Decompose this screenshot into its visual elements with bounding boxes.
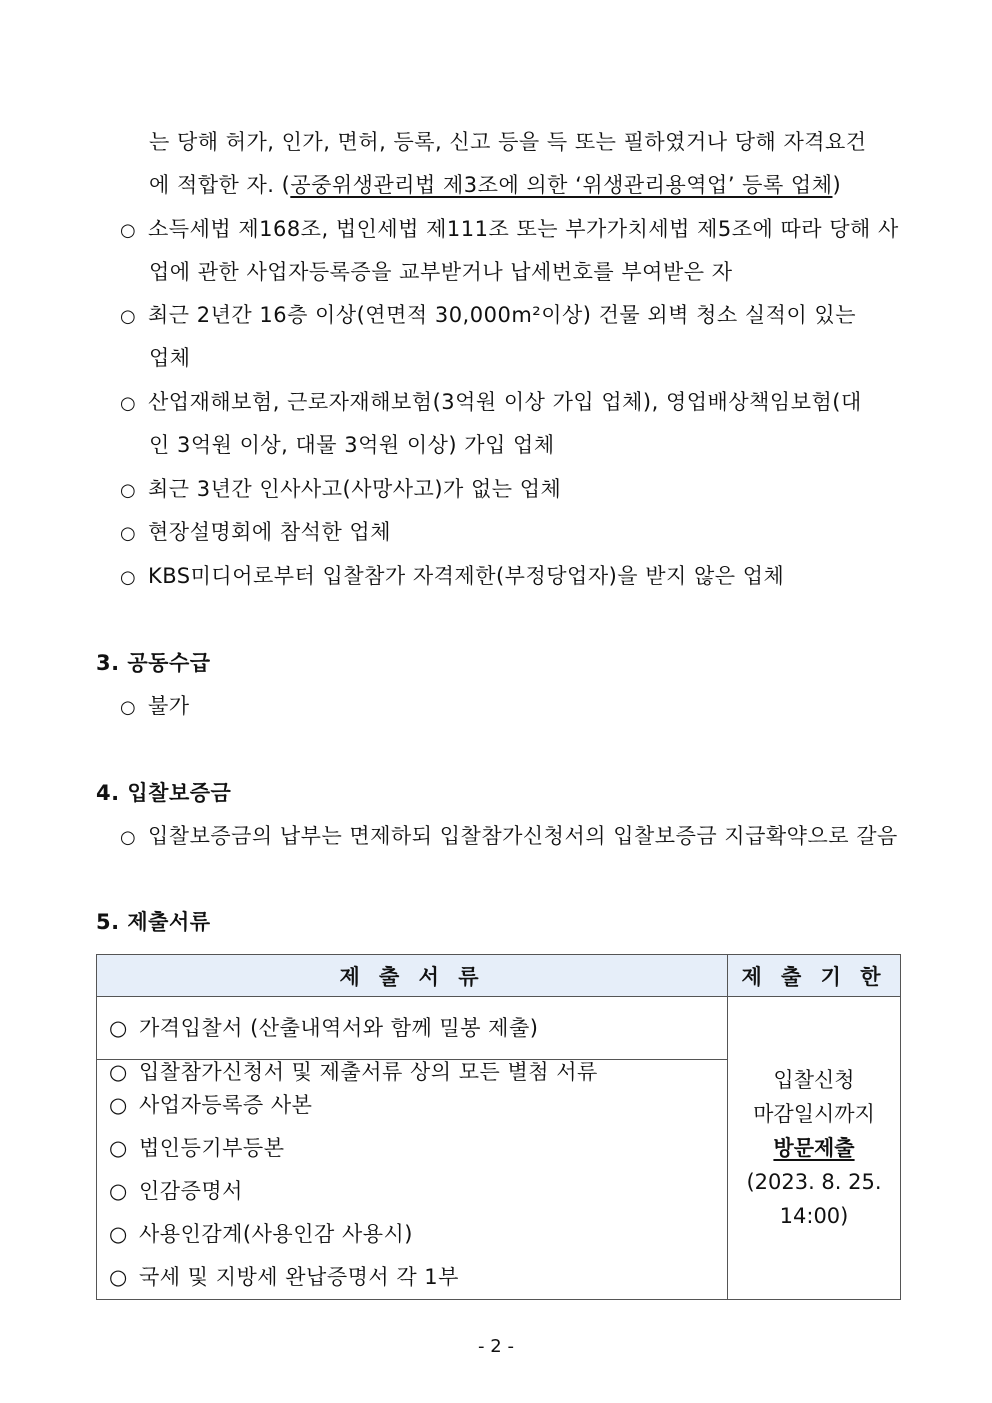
document-item-text: 국세 및 지방세 완납증명서 각 1부 xyxy=(139,1265,459,1289)
circle-icon: ○ xyxy=(109,1265,128,1289)
document-item xyxy=(97,1256,728,1300)
requirement-continuation: 업체 xyxy=(149,346,191,370)
document-item-text: 인감증명서 xyxy=(139,1179,243,1203)
submission-table xyxy=(96,954,901,1300)
section-4-text: 입찰보증금의 납부는 면제하되 입찰참가신청서의 입찰보증금 지급확약으로 갈음 xyxy=(148,824,898,848)
requirement-text: KBS미디어로부터 입찰참가 자격제한(부정당업자)을 받지 않은 업체 xyxy=(148,564,785,588)
document-item-text: 사업자등록증 사본 xyxy=(139,1093,313,1117)
requirement-item xyxy=(120,213,899,243)
bullet-circle-icon: ○ xyxy=(120,393,137,414)
requirement-continuation: 인 3억원 이상, 대물 3억원 이상) 가입 업체 xyxy=(149,433,555,457)
page-number: - 2 - xyxy=(478,1336,514,1357)
intro-line-2-suffix: ) xyxy=(832,173,842,197)
table-header-row xyxy=(97,955,901,997)
requirement-item xyxy=(120,473,561,503)
intro-line-2-prefix: 에 적합한 자. ( xyxy=(149,173,291,197)
bullet-circle-icon: ○ xyxy=(120,523,137,544)
document-item xyxy=(97,1170,728,1213)
deadline-line-2: 마감일시까지 xyxy=(753,1102,875,1126)
requirement-item xyxy=(120,299,856,329)
intro-underlined-text: 공중위생관리법 제3조에 의한 ‘위생관리용역업’ 등록 업체 xyxy=(290,173,833,197)
document-item-text: 사용인감계(사용인감 사용시) xyxy=(139,1222,413,1246)
section-4-item xyxy=(120,820,898,850)
bullet-circle-icon: ○ xyxy=(120,697,137,718)
intro-line-2 xyxy=(149,169,841,199)
circle-icon: ○ xyxy=(109,1060,128,1084)
requirement-item xyxy=(120,516,391,546)
bullet-circle-icon: ○ xyxy=(120,567,137,588)
header-deadline: 제 출 기 한 xyxy=(728,955,901,997)
deadline-date: (2023. 8. 25. xyxy=(746,1170,882,1194)
document-item-text: 입찰참가신청서 및 제출서류 상의 모든 별첨 서류 xyxy=(139,1060,598,1084)
requirement-text: 최근 2년간 16층 이상(연면적 30,000m²이상) 건물 외벽 청소 실적이 있는 xyxy=(148,303,856,327)
deadline-cell xyxy=(728,997,901,1300)
bullet-circle-icon: ○ xyxy=(120,220,137,241)
requirement-continuation: 업에 관한 사업자등록증을 교부받거나 납세번호를 부여받은 자 xyxy=(149,260,733,284)
requirement-item xyxy=(120,386,862,416)
requirement-text: 현장설명회에 참석한 업체 xyxy=(148,520,391,544)
section-3-text: 불가 xyxy=(148,694,190,718)
circle-icon: ○ xyxy=(109,1136,128,1160)
requirement-item xyxy=(120,560,784,590)
intro-line-1: 는 당해 허가, 인가, 면허, 등록, 신고 등을 득 또는 필하였거나 당해 자격요건 xyxy=(149,130,867,154)
circle-icon: ○ xyxy=(109,1179,128,1203)
requirement-text: 최근 3년간 인사사고(사망사고)가 없는 업체 xyxy=(148,477,562,501)
document-item xyxy=(97,1060,728,1085)
deadline-line-1: 입찰신청 xyxy=(773,1068,855,1092)
requirement-text: 소득세법 제168조, 법인세법 제111조 또는 부가가치세법 제5조에 따라 당해 사 xyxy=(148,217,899,241)
header-documents: 제 출 서 류 xyxy=(97,955,728,997)
document-item xyxy=(97,997,728,1060)
document-item xyxy=(97,1213,728,1256)
circle-icon: ○ xyxy=(109,1093,128,1117)
section-4-heading: 4. 입찰보증금 xyxy=(96,781,232,805)
section-3-heading: 3. 공동수급 xyxy=(96,651,211,675)
section-5-heading: 5. 제출서류 xyxy=(96,910,211,934)
bullet-circle-icon: ○ xyxy=(120,827,137,848)
bullet-circle-icon: ○ xyxy=(120,306,137,327)
document-item-text: 가격입찰서 (산출내역서와 함께 밀봉 제출) xyxy=(139,1015,539,1040)
deadline-time: 14:00) xyxy=(779,1204,849,1228)
bullet-circle-icon: ○ xyxy=(120,480,137,501)
requirement-text: 산업재해보험, 근로자재해보험(3억원 이상 가입 업체), 영업배상책임보험(대 xyxy=(148,390,862,414)
document-item xyxy=(97,1084,728,1127)
section-3-item xyxy=(120,690,190,720)
table-row xyxy=(97,997,901,1060)
document-item xyxy=(97,1127,728,1170)
circle-icon: ○ xyxy=(109,1015,128,1040)
deadline-method: 방문제출 xyxy=(773,1136,855,1160)
circle-icon: ○ xyxy=(109,1222,128,1246)
document-item-text: 법인등기부등본 xyxy=(139,1136,285,1160)
